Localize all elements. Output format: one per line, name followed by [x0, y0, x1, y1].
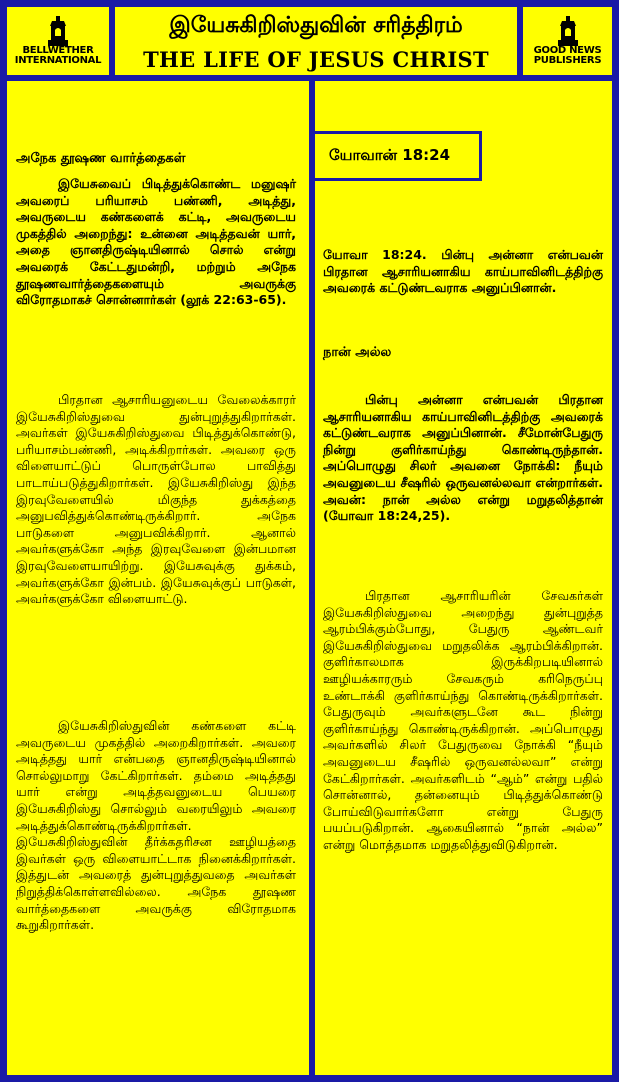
- reference-box: [312, 131, 482, 181]
- right-paragraph-1: பின்பு அன்னா என்பவன் பிரதான ஆசாரியனாகிய காய்பாவினிடத்திற்கு அவரைக் கட்டுண்டவராக அனுப்பினான். சீமோன்பேதுரு நின்று குளிர்காய்ந்து கொண்டிருந்தான். அப்பொழுது சிலர் அவனை நோக்கி: நீயும் அவனுடைய சீஷரில் ஒருவனல்லவா என்றார்கள். அவன்: நான் அல்ல என்று மறுதலித்தான் (யோவா 18:24,25).: [323, 392, 603, 524]
- reference-text: யோவான் 18:24: [329, 146, 451, 164]
- left-paragraph-3: இயேசுகிறிஸ்துவின் கண்களை கட்டி அவருடைய முகத்தில் அறைகிறார்கள். அவரை அடித்தது யார் என்பதை ஞானதிருஷ்டியினால் சொல்லுமாறு கேட்கிறார்கள். தம்மை அடித்தது யார் என்று அடித்தவனுடைய பெயரை இயேசுகிறிஸ்து சொல்லும் வரையிலும் அவரை அடித்துக்கொண்டிருக்கிறார்கள். இயேசுகிறிஸ்துவின் தீர்க்கதரிசன ஊழியத்தை இவர்கள் ஒரு விளையாட்டாக நினைக்கிறார்கள். இத்துடன் அவரைத் துன்புறுத்துவதை அவர்கள் நிறுத்திக்கொள்ளவில்லை. அநேக தூஷண வார்த்தைகளை அவருக்கு விரோதமாக கூறுகிறார்கள்.: [16, 718, 296, 933]
- right-column: [312, 78, 615, 1078]
- left-paragraph-2: பிரதான ஆசாரியனுடைய வேலைக்காரர் இயேசுகிறிஸ்துவை துன்புறுத்துகிறார்கள். அவர்கள் இயேசுகிறிஸ்துவை பிடித்துக்கொண்டு, பரியாசம்பண்ணி, அடிக்கிறார்கள். அவரை ஒரு விளையாட்டுப் பொருள்போல பாவித்து பாடாய்படுத்துகிறார்கள். இயேசுகிறிஸ்து இந்த இரவுவேளையில் மிகுந்த துக்கத்தை அனுபவித்துக்கொண்டிருக்கிறார். அநேக பாடுகளை அனுபவிக்கிறார். ஆனால் அவர்களுக்கோ அந்த இரவுவேளை இன்பமான இரவுவேளையாயிற்று. இயேசுவுக்கு துக்கம், அவர்களுக்கோ இன்பம். இயேசுவுக்குப் பாடுகள், அவர்களுக்கோ விளையாட்டு.: [16, 392, 296, 607]
- title-english: THE LIFE OF JESUS CHRIST: [143, 47, 489, 72]
- title-tamil: இயேசுகிறிஸ்துவின் சரித்திரம்: [169, 13, 463, 38]
- left-logo: [4, 4, 112, 78]
- right-heading: நான் அல்ல: [323, 345, 392, 360]
- verse-text: யோவா 18:24. பின்பு அன்னா என்பவன் பிரதான ஆசாரியனாகிய காய்பாவினிடத்திற்கு அவரைக் கட்டுண்டவராக அனுப்பினான்.: [323, 247, 603, 296]
- right-logo-line2: PUBLISHERS: [533, 55, 602, 66]
- left-paragraph-1: இயேசுவைப் பிடித்துக்கொண்ட மனுஷர் அவரைப் பரியாசம் பண்ணி, அடித்து, அவருடைய கண்களைக் கட்டி, அவருடைய முகத்தில் அறைந்து: உன்னை அடித்தவன் யார், அதை ஞானதிருஷ்டியினால் சொல் என்று அவரைக் கேட்டதுமன்றி, மற்றும் அநேக தூஷணவார்த்தைகளையும் அவருக்கு விரோதமாகச் சொன்னார்கள் (லூக் 22:63-65).: [16, 176, 296, 308]
- right-paragraph-2: பிரதான ஆசாரியரின் சேவகர்கள் இயேசுகிறிஸ்துவை அறைந்து துன்புறுத்த ஆரம்பிக்கும்போது, பேதுரு ஆண்டவர் இயேசுகிறிஸ்துவை மறுதலிக்க ஆரம்பிக்கிறான். குளிர்காலமாக இருக்கிறபடியினால் ஊழியக்காரரும் சேவகரும் கரிநெருப்பு உண்டாக்கி குளிர்காய்ந்து கொண்டிருக்கிறார்கள். பேதுருவும் அவர்களுடனே கூட நின்று குளிர்காய்ந்து கொண்டிருக்கிறான். அப்பொழுது அவர்களில் சிலர் பேதுருவை நோக்கி “நீயும் அவனுடைய சீஷரில் ஒருவனல்லவா” என்று கேட்கிறார்கள். அவர்களிடம் “ஆம்” என்று பதில் சொன்னால், தன்னையும் பிடித்துக்கொண்டு போய்விடுவார்களோ என்று பேதுரு பயப்படுகிறான். ஆகையினால் “நான் அல்ல” என்று மொத்தமாக மறுதலித்துவிடுகிறான்.: [323, 588, 603, 852]
- right-logo: [520, 4, 615, 78]
- left-heading: அநேக தூஷண வார்த்தைகள்: [16, 151, 186, 166]
- bell-tower-logo-icon: [47, 16, 69, 46]
- right-logo-line1: GOOD NEWS: [533, 44, 602, 56]
- title-box: [112, 4, 520, 78]
- left-logo-line2: INTERNATIONAL: [14, 55, 102, 66]
- left-logo-line1: BELLWETHER: [22, 44, 94, 56]
- bell-tower-logo-icon: [557, 16, 579, 46]
